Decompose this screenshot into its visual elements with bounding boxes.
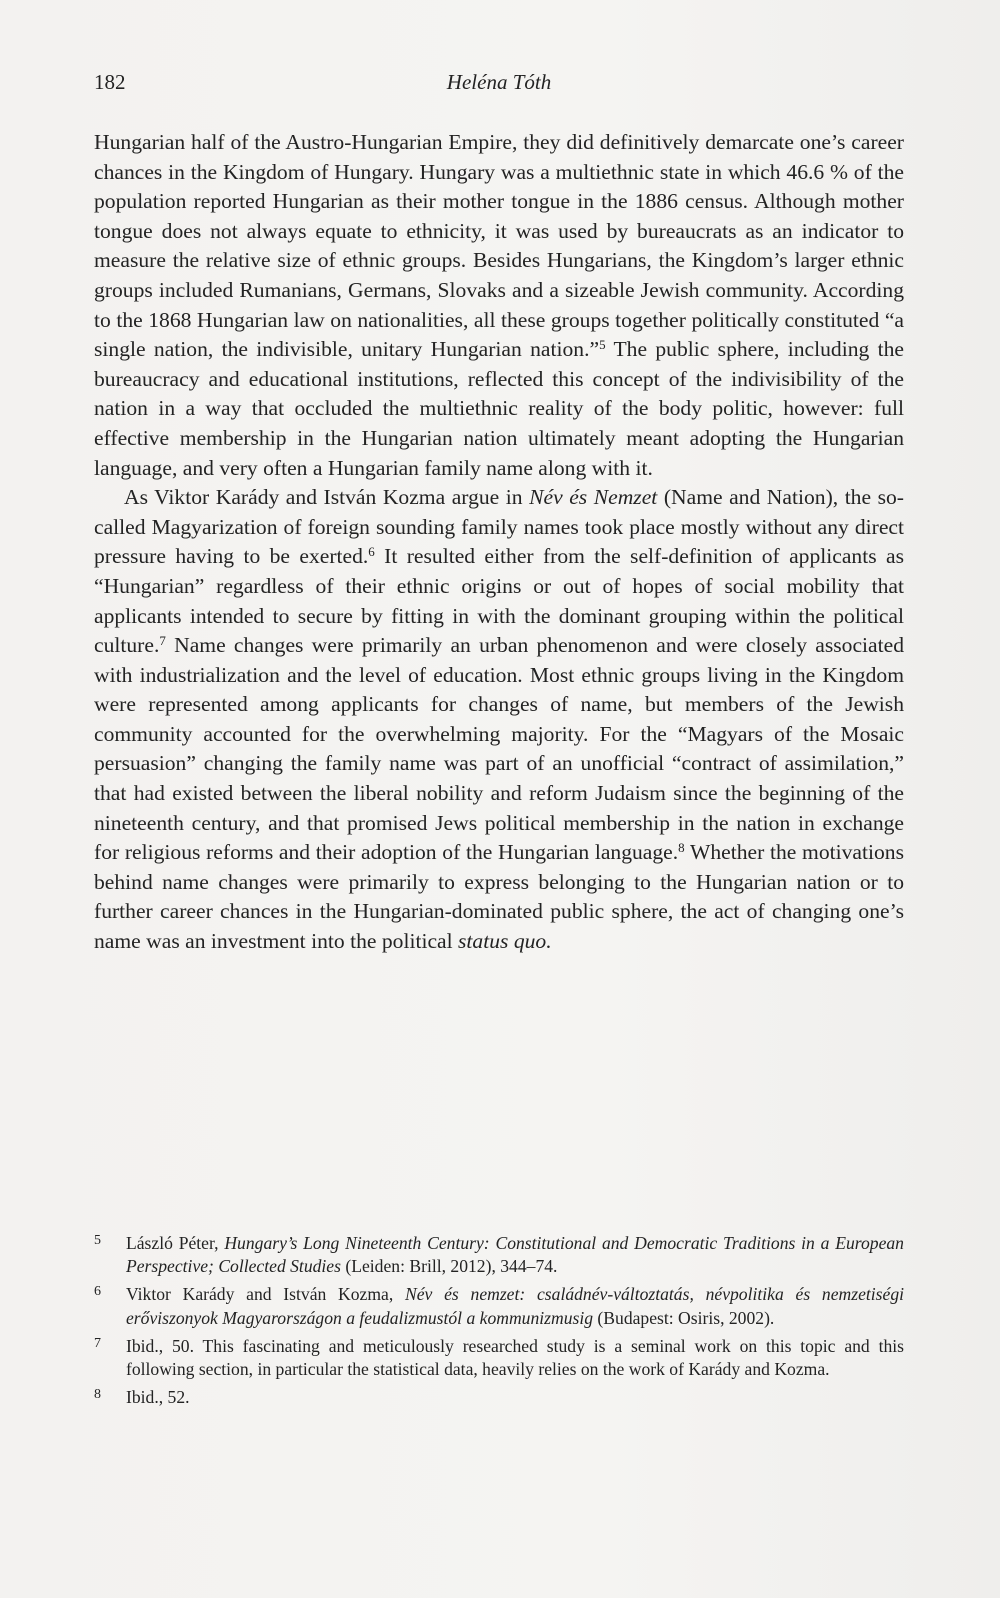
page-number: 182: [94, 70, 126, 94]
footnote: 7 Ibid., 50. This fascinating and meticulously researched study is a seminal work on this topic and this following section, in particular the statistical data, heavily relies on the work of Karády and Kozma.: [94, 1335, 904, 1381]
footnote-number: 6: [94, 1284, 101, 1300]
running-head: Heléna Tóth: [446, 70, 552, 94]
italic-phrase: status quo.: [458, 929, 552, 954]
footnote-number: 8: [94, 1387, 101, 1403]
footnote: 6 Viktor Karády and István Kozma, Név és nemzet: családnév-változtatás, névpolitika és nemzetiségi erőviszonyok Magyarországon a feudalizmustól a kommunizmusig (Budapest: Osiris, 2002).: [94, 1283, 904, 1329]
footnote-ref: 7: [159, 633, 166, 649]
body-text: [94, 128, 904, 957]
footnote-ref: 8: [678, 840, 685, 856]
page-header: [94, 70, 904, 106]
footnote-number: 7: [94, 1335, 101, 1351]
book-title: Név és Nemzet: [529, 485, 658, 510]
footnotes: [94, 1232, 904, 1414]
paragraph: Hungarian half of the Austro-Hungarian Empire, they did definitively demarcate one’s career chances in the Kingdom of Hungary. Hungary was a multiethnic state in which 46.6 % of the population reported Hungarian as their mother tongue in the 1886 census. Although mother tongue does not always equate to ethnicity, it was used by bureaucrats as an indicator to measure the relative size of ethnic groups. Besides Hungarians, the Kingdom’s larger ethnic groups included Rumanians, Germans, Slovaks and a sizeable Jewish community. According to the 1868 Hungarian law on nationalities, all these groups together politically constituted “a single nation, the indivisible, unitary Hungarian nation.”$^5$ The public sphere, including the bureaucracy and educational institutions, reflected this concept of the indivisibility of the nation in a way that occluded the multiethnic reality of the body politic, however: full effective membership in the Hungarian nation ultimately meant adopting the Hungarian language, and very often a Hungarian family name along with it.: [94, 130, 904, 480]
footnote-ref: 6: [368, 544, 375, 560]
footnote: 5 László Péter, Hungary’s Long Nineteenth Century: Constitutional and Democratic Traditions in a European Perspective; Collected Studies (Leiden: Brill, 2012), 344–74.: [94, 1232, 904, 1278]
paragraph: As Viktor Karády and István Kozma argue in Név és Nemzet (Name and Nation), the so-called Magyarization of foreign sounding family names took place mostly without any direct pressure having to be exerted.$^6$ It resulted either from the self-definition of applicants as “Hungarian” regardless of their ethnic origins or out of hopes of social mobility that applicants intended to secure by fitting in with the dominant grouping within the political culture.$^7$ Name changes were primarily an urban phenomenon and were closely associated with industrialization and the level of education. Most ethnic groups living in the Kingdom were represented among applicants for changes of name, but members of the Jewish community accounted for the overwhelming majority. For the “Magyars of the Mosaic persuasion” changing the family name was part of an unofficial “contract of assimilation,” that had existed between the liberal nobility and reform Judaism since the beginning of the nineteenth century, and that promised Jews political membership in the nation in exchange for religious reforms and their adoption of the Hungarian language.$^8$ Whether the motivations behind name changes were primarily to express belonging to the Hungarian nation or to further career chances in the Hungarian-dominated public sphere, the act of changing one’s name was an investment into the political status quo.: [94, 485, 904, 954]
footnote-number: 5: [94, 1233, 101, 1248]
footnote: 8 Ibid., 52.: [94, 1386, 904, 1409]
footnote-ref: 5: [599, 337, 606, 353]
